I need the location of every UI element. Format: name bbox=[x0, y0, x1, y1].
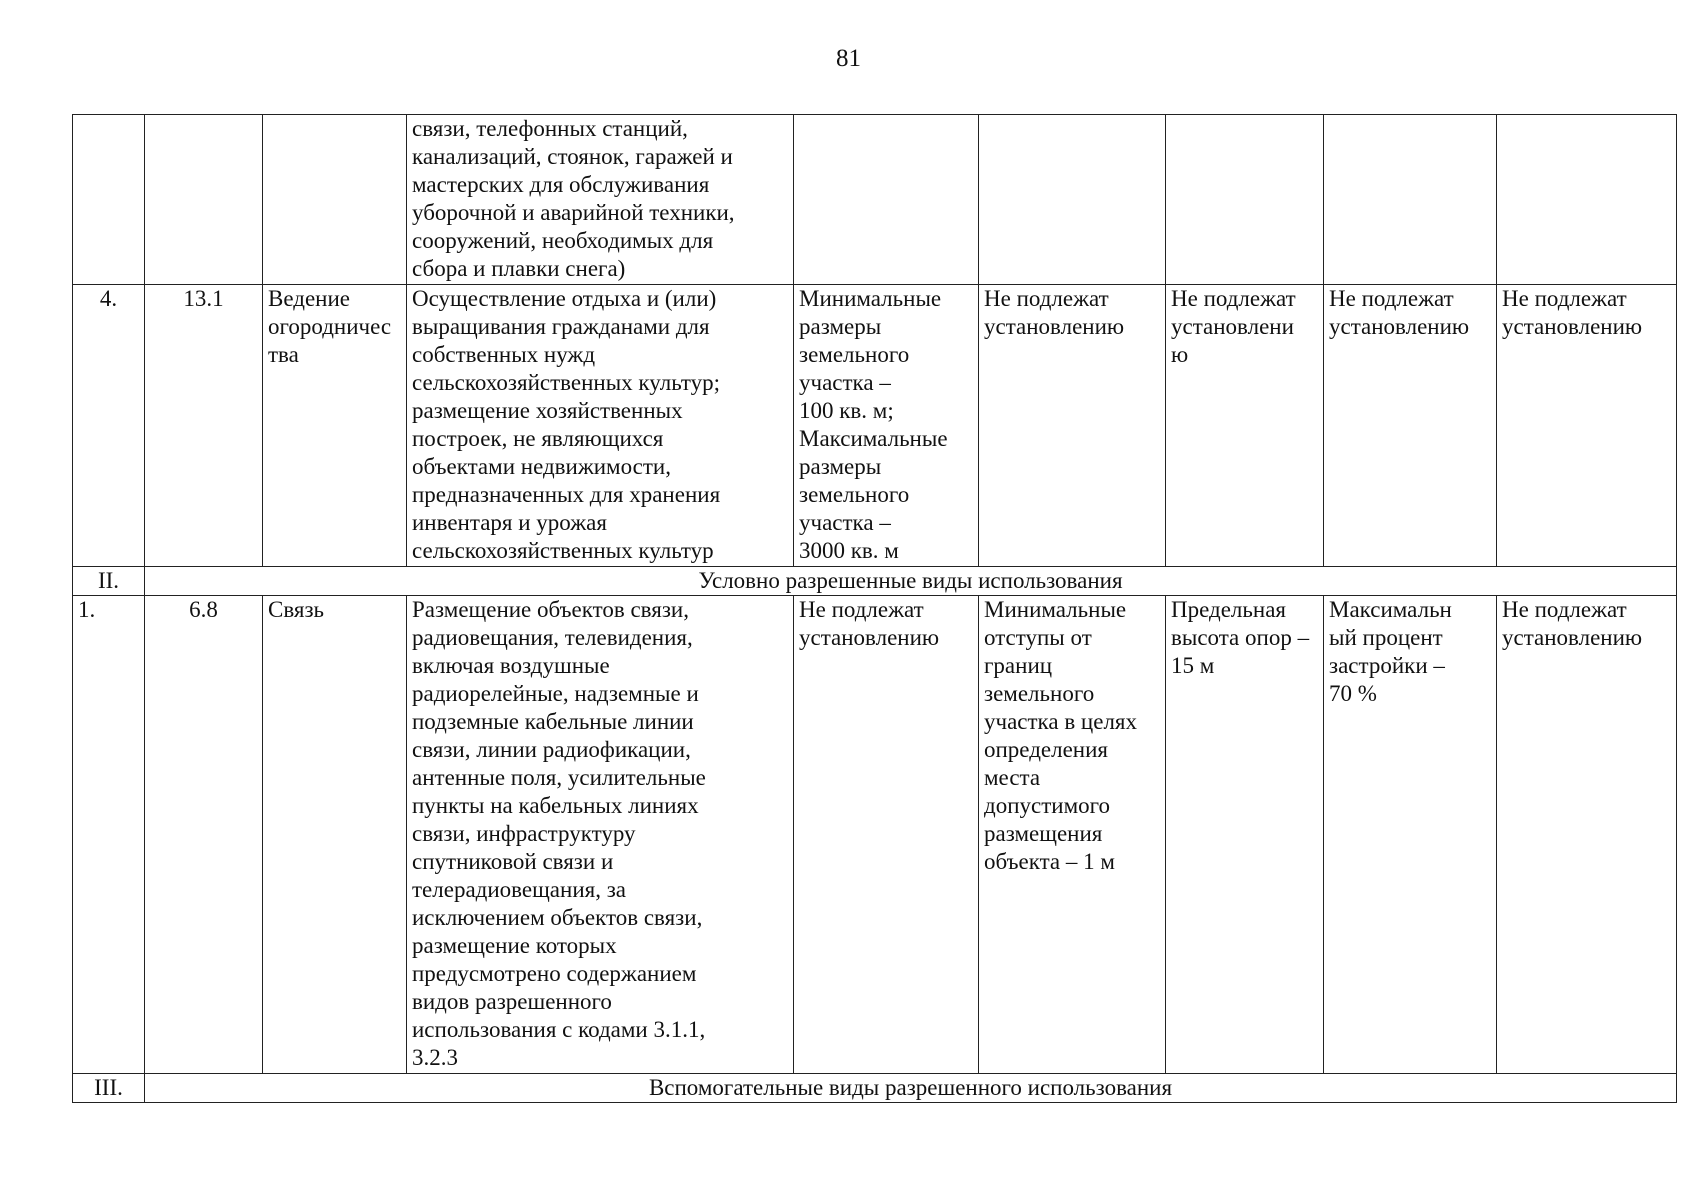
permitted-use-table bbox=[72, 114, 1677, 1103]
section-title: Условно разрешенные виды использования bbox=[145, 567, 1677, 596]
cell-coverage bbox=[1324, 115, 1497, 285]
cell-setbacks: Минимальные отступы от границ земельного участка в целях определения места допустимого размещения объекта – 1 м bbox=[979, 596, 1166, 1074]
table-row-s2-1 bbox=[73, 596, 1677, 1074]
cell-description: Осуществление отдыха и (или) выращивания гражданами для собственных нужд сельскохозяйственных культур; размещение хозяйственных построек, не являющихся объектами недвижимости, предназначенных для хранения инвентаря и урожая сельскохозяйственных культур bbox=[407, 285, 794, 567]
page-number: 81 bbox=[836, 45, 861, 72]
cell-plot-size bbox=[794, 115, 979, 285]
table-row-continued bbox=[73, 115, 1677, 285]
cell-num bbox=[73, 115, 145, 285]
section-num: III. bbox=[73, 1074, 145, 1103]
cell-height: Предельная высота опор – 15 м bbox=[1166, 596, 1324, 1074]
cell-description: связи, телефонных станций, канализаций, стоянок, гаражей и мастерских для обслуживания уборочной и аварийной техники, сооружений, необходимых для сбора и плавки снега) bbox=[407, 115, 794, 285]
section-title: Вспомогательные виды разрешенного использования bbox=[145, 1074, 1677, 1103]
cell-name: Ведение огородничес тва bbox=[263, 285, 407, 567]
cell-code: 13.1 bbox=[145, 285, 263, 567]
cell-height: Не подлежат установлени ю bbox=[1166, 285, 1324, 567]
cell-name: Связь bbox=[263, 596, 407, 1074]
cell-plot-size: Минимальные размеры земельного участка – 100 кв. м; Максимальные размеры земельного участка – 3000 кв. м bbox=[794, 285, 979, 567]
cell-description: Размещение объектов связи, радиовещания, телевидения, включая воздушные радиорелейные, надземные и подземные кабельные линии связи, линии радиофикации, антенные поля, усилительные пункты на кабельных линиях связи, инфраструктуру спутниковой связи и телерадиовещания, за исключением объектов связи, размещение которых предусмотрено содержанием видов разрешенного использования с кодами 3.1.1, 3.2.3 bbox=[407, 596, 794, 1074]
cell-other: Не подлежат установлению bbox=[1497, 285, 1677, 567]
cell-coverage: Максимальн ый процент застройки – 70 % bbox=[1324, 596, 1497, 1074]
cell-setbacks: Не подлежат установлению bbox=[979, 285, 1166, 567]
cell-coverage: Не подлежат установлению bbox=[1324, 285, 1497, 567]
cell-height bbox=[1166, 115, 1324, 285]
section-row-3 bbox=[73, 1074, 1677, 1103]
cell-setbacks bbox=[979, 115, 1166, 285]
cell-num: 1. bbox=[73, 596, 145, 1074]
cell-plot-size: Не подлежат установлению bbox=[794, 596, 979, 1074]
cell-other: Не подлежат установлению bbox=[1497, 596, 1677, 1074]
cell-num: 4. bbox=[73, 285, 145, 567]
section-num: II. bbox=[73, 567, 145, 596]
table-row-4 bbox=[73, 285, 1677, 567]
section-row-2 bbox=[73, 567, 1677, 596]
cell-other bbox=[1497, 115, 1677, 285]
cell-name bbox=[263, 115, 407, 285]
cell-code: 6.8 bbox=[145, 596, 263, 1074]
cell-code bbox=[145, 115, 263, 285]
